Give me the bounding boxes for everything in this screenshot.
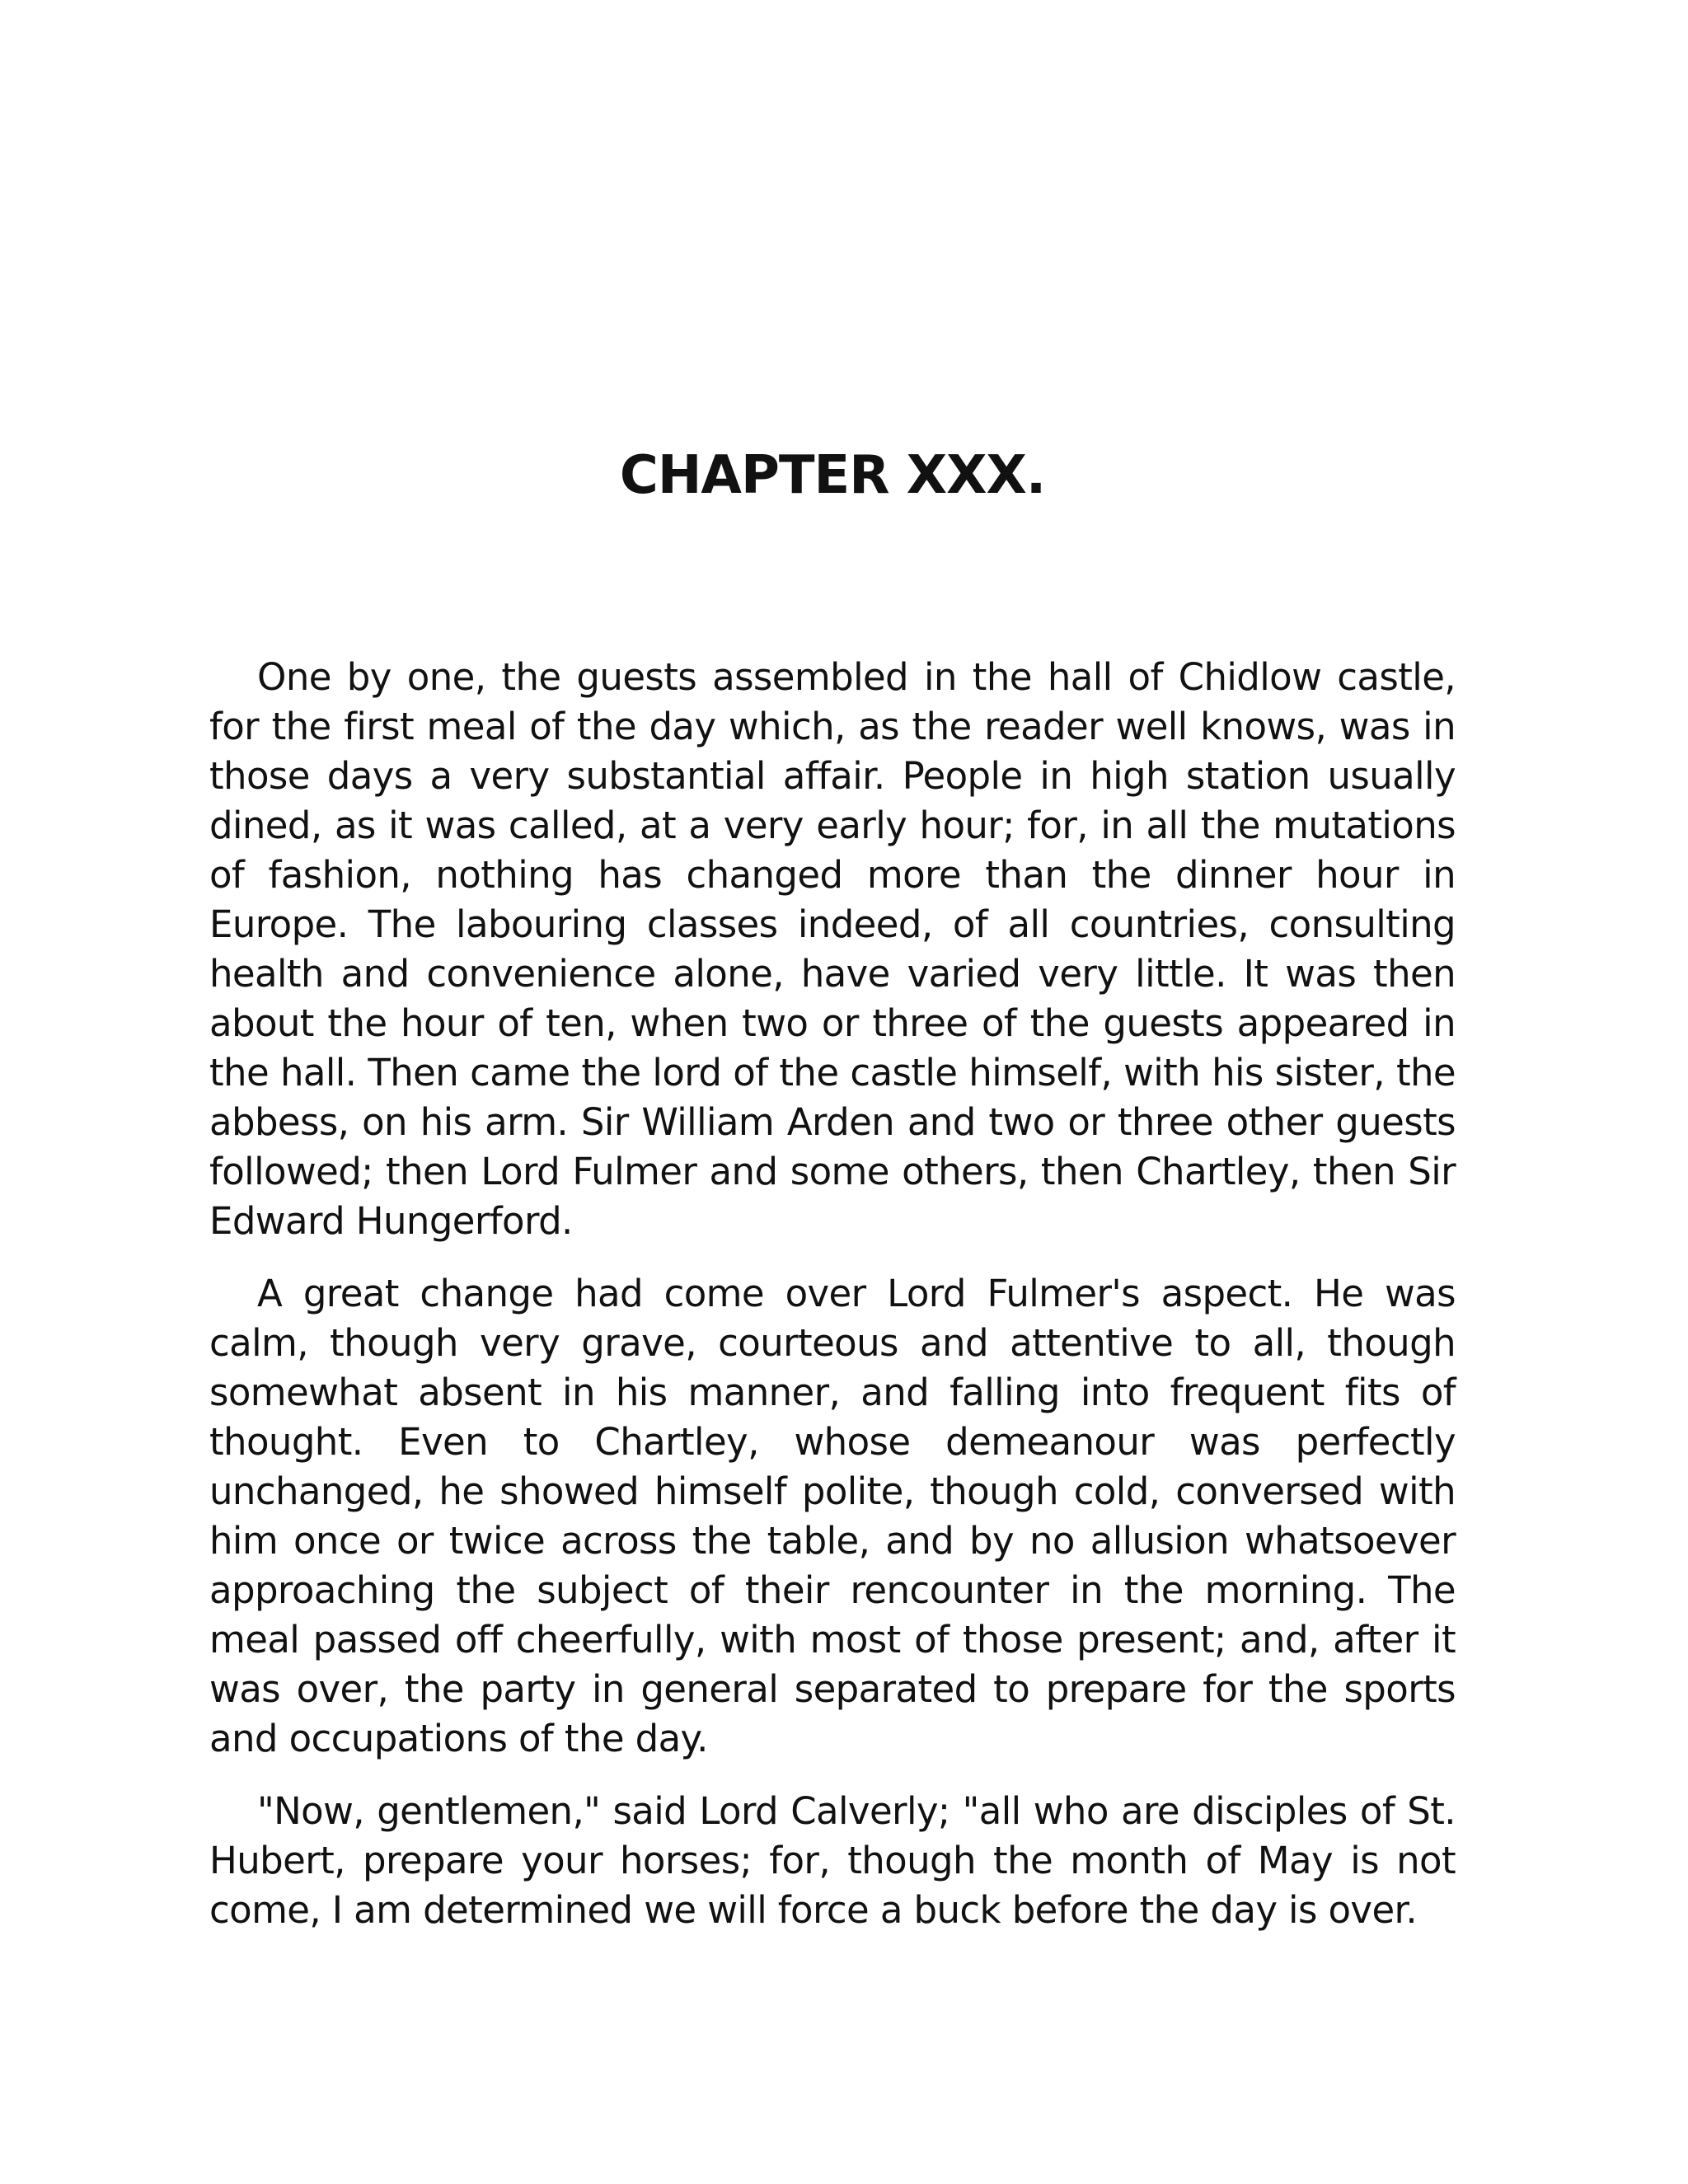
paragraph-1: One by one, the guests assembled in the hall of Chidlow castle, for the first meal of the day which, as the reader well knows, was in those days a very substantial affair. People in high station usually dined, as it was called, at a very early hour; for, in all the mutations of fashion, nothing has changed more than the dinner hour in Europe. The labouring classes indeed, of all countries, consulting health and convenience alone, have varied very little. It was then about the hour of ten, when two or three of the guests appeared in the hall. Then came the lord of the castle himself, with his sister, the abbess, on his arm. Sir William Arden and two or three other guests followed; then Lord Fulmer and some others, then Chartley, then Sir Edward Hungerford. [209, 655, 1456, 1243]
paragraph-3: "Now, gentlemen," said Lord Calverly; "all who are disciples of St. Hubert, prepare your horses; for, though the month of May is not come, I am determined we will force a buck before the day is over. [209, 1789, 1456, 1932]
book-page [209, 0, 1456, 2184]
paragraph-2: A great change had come over Lord Fulmer's aspect. He was calm, though very grave, courteous and attentive to all, though somewhat absent in his manner, and falling into frequent fits of thought. Even to Chartley, whose demeanour was perfectly unchanged, he showed himself polite, though cold, conversed with him once or twice across the table, and by no allusion whatsoever approaching the subject of their rencounter in the morning. The meal passed off cheerfully, with most of those present; and, after it was over, the party in general separated to prepare for the sports and occupations of the day. [209, 1272, 1456, 1760]
chapter-title: CHAPTER XXX. [619, 445, 1046, 506]
chapter-body [209, 653, 1456, 1958]
